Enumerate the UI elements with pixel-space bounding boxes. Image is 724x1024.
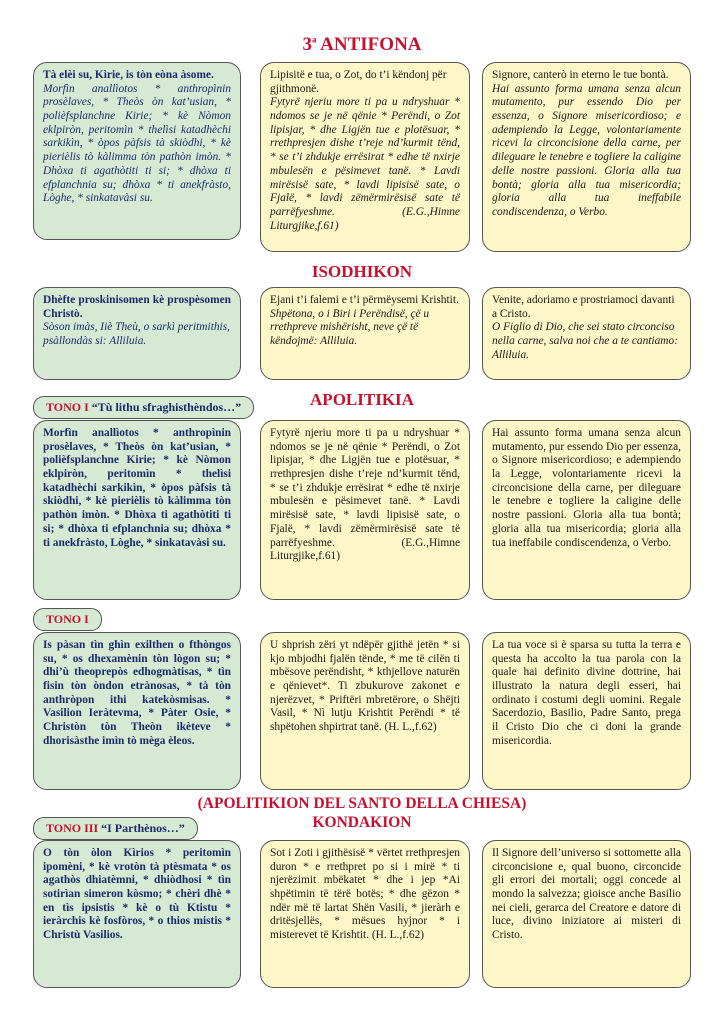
tag-label: TONO III	[46, 821, 99, 835]
isodhikon-italian-title: Venite, adoriamo e prostriamoci davanti a Cristo.	[492, 294, 675, 320]
antifona-albanian-box	[260, 62, 470, 252]
apolitikia-greek-box	[33, 420, 241, 600]
heading-antifona	[0, 34, 724, 56]
tag-quote: “Tù lithu sfraghisthèndos…”	[91, 400, 242, 414]
apolitikia-albanian-box	[260, 420, 470, 600]
antifona-word: ANTIFONA	[320, 34, 422, 55]
antifona-albanian-title: Lipisitë e tua, o Zot, do t’i këndonj për gjithmonë.	[270, 69, 447, 95]
heading-santo: (APOLITIKION DEL SANTO DELLA CHIESA)	[197, 795, 527, 812]
isodhikon-greek-box	[33, 287, 241, 380]
tag-tono-i	[33, 608, 102, 631]
antifona-sup: a	[311, 34, 317, 45]
kondakion-italian-text: Il Signore dell’universo si sottomette alla circoncisione e, qual buono, circoncide gli errori dei mortali; oggi concede al mondo la salvezza; gioisce anche Basilio nei cieli, gerarca del Creatore e datore di luce, divino iniziatore ai misteri di Cristo.	[492, 847, 681, 942]
apolitikia-greek-text: Morfìn anallìotos * anthropìnin prosèlaves, * Theòs òn kat’usian, * polièfsplanchne Kirie; * kè Nòmon eklpiròn, peritomìn * thelìsi katadhèchi sarkikìn, * òpos pàfsis tà skiòdhi, * kè pierièlis tò kàlimma tòn pathòn imòn. * Dhòxa ti agathòtiti ti si; * dhòxa ti efplanchnia su; dhòxa * ti anekfràsto, Lòghe, * sinkatavàsi su.	[43, 427, 231, 549]
isodhikon-albanian-body: Shpëtona, o i Biri i Perëndisë, çë u rrethpreve mishërisht, neve çë të këndojmë: Alliluia.	[270, 307, 430, 348]
kondakion-albanian-box	[260, 840, 470, 988]
apolitikia-italian-text: Hai assunto forma umana senza alcun mutamento, pur essendo Dio per essenza, o Signore misericordioso; e adempiendo la Legge, volontariamente ricevi la circoncisione della carne, per dileguare le tenebre e togliere la caligine delle nostre passioni. Gloria alla tua bontà; gloria alla tua misericordia; gloria alla tua ineffabile condiscendenza, o Verbo.	[492, 427, 681, 549]
antifona-albanian-body: Fytyrë njeriu more ti pa u ndryshuar * ndomos se je në qënie * Perëndi, o Zot lipisjar, * dhe Ligjën tue e plotësuar, * rrethpresjen dishe t’reje nd’kurmit tënd, * se t’i zhdukje errësirat * edhe të nxirje mbulesën e pësimevet tanë. * Lavdi mirësisë sate, * lavdi lipisisë sate, o Fjalë, * lavdi zëmërmirësisë sate të parrëfyeshme. (E.G.,Himne Liturgjike,f.61)	[270, 96, 460, 232]
tono1-italian-box	[482, 632, 691, 790]
tag-label: TONO I	[46, 400, 89, 414]
kondakion-albanian-text: Sot i Zoti i gjithësisë * vërtet rrethpresjen duron * e rrethpret po si i mirë * ti njerëzimit mbëkatet * dhe i jep *Ai shpëtimin të tërë botës; * dhe gëzon * ndër më të lartat Shën Vasili, * jieràrh e dritësjellës, * mësues hyjnor * i misterevet të Krishtit. (H. L.,f.62)	[270, 847, 460, 942]
isodhikon-greek-body: Sòson imàs, Iiè Theù, o sarkì peritmithis, psàllondàs si: Alliluia.	[43, 321, 230, 348]
tono1-italian-text: La tua voce si è sparsa su tutta la terra e questa ha accolto la tua parola con la quale hai definito divine dottrine, hai illustrato la natura degli esseri, hai ordinato i costumi degli uomini. Regale Sacerdozio, Basilio, Padre Santo, prega il Cristo Dio che ci doni la grande misericordia.	[492, 639, 681, 747]
heading-apolitikia: APOLITIKIA	[310, 390, 414, 409]
antifona-italian-body: Hai assunto forma umana senza alcun mutamento, pur essendo Dio per essenza, o Signore misericordioso; e adempiendo la Legge, volontariamente ricevi la circoncisione della carne, per dileguare le tenebre e togliere la caligine delle nostre passioni. Gloria alla tua bontà; gloria alla tua misericordia; gloria alla tua ineffabile condiscendenza, o Verbo.	[492, 82, 681, 218]
tono1-greek-text: Is pàsan tìn ghìn exilthen o fthòngos su, * os dhexamènin tòn lògon su; * dhi’ù theoprepòs edhogmàtisas, * tìn fisin tòn òndon etrànosas, * tà tòn anthròpon ithi katekòsmisas. * Vasilion Ieràtevma, * Pàter Osie, * Christòn tòn Theòn ikèteve * dhorisàsthe imìn tò mèga èleos.	[43, 639, 231, 747]
tag-label: TONO I	[46, 612, 89, 626]
heading-isodhikon: ISODHIKON	[311, 262, 413, 281]
tono1-greek-box	[33, 632, 241, 790]
antifona-italian-box	[482, 62, 691, 252]
heading-kondakion: KONDAKION	[312, 814, 412, 831]
isodhikon-italian-body: O Figlio di Dio, che sei stato circonciso nella carne, salva noi che a te cantiamo: Alliluia.	[492, 321, 678, 361]
apolitikia-albanian-text: Fytyrë njeriu more ti pa u ndryshuar * ndomos se je në qënie * Perëndi, o Zot lipisjar, * dhe Ligjën tue e plotësuar, * rrethpresjen dishe t’reje nd’kurmit tënd, * se t’i zhdukje errësirat * edhe të nxirje mbulesën e pësimevet tanë. * Lavdi mirësisë sate, * lavdi lipisisë sate, o Fjalë, * lavdi zëmërmirësisë sate të parrëfyeshme. (E.G.,Himne Liturgjike,f.61)	[270, 427, 460, 563]
antifona-greek-title: Tà elèi su, Kìrie, is tòn eòna àsome.	[43, 69, 214, 81]
antifona-greek-box	[33, 62, 241, 240]
kondakion-greek-box	[33, 840, 241, 988]
tag-quote: “I Parthènos…”	[101, 821, 185, 835]
antifona-greek-body: Morfìn anallìotos * anthropìnin prosèlaves, * Theòs òn kat’usian, * polièfsplanchne Kirie; * kè Nòmon eklpiròn, peritomìn * thelìsi katadhèchi sarkikìn, * òpos pàfsis tà skiòdhi, * kè pierièlis tò kàlimma tòn pathòn imòn. * Dhòxa ti agathòtiti ti si; * dhòxa ti efplanchnia su; dhòxa * ti anekfràsto, Lòghe, * sinkatavàsi su.	[43, 82, 231, 205]
isodhikon-albanian-title: Ejani t’i falemi e t’i përmëysemi Krishtit.	[270, 294, 459, 306]
antifona-italian-title: Signore, canterò in eterno le tue bontà.	[492, 69, 669, 81]
tono1-albanian-text: U shprish zëri yt ndëpër gjithë jetën * si kjo mbjodhi fjalën tënde, * me të cilën ti mbësove perëndisht, * kthjellove naturën e qënievet*. Ti zbukurove zakonet e njerëzvet, * Priftëri mbretërore, o Shëjti Vasil, * Nì lutju Krishtit Perëndi * të shpëtohen shpirtrat tanë. (H. L.,f.62)	[270, 639, 460, 734]
tag-tono-iii	[33, 817, 198, 840]
isodhikon-albanian-box	[260, 287, 470, 380]
isodhikon-italian-box	[482, 287, 691, 380]
tono1-albanian-box	[260, 632, 470, 790]
kondakion-italian-box	[482, 840, 691, 988]
apolitikia-italian-box	[482, 420, 691, 600]
antifona-number: 3	[302, 34, 312, 55]
isodhikon-greek-title: Dhèfte proskinisomen kè prospèsomen Christò.	[43, 294, 231, 320]
kondakion-greek-text: O tòn òlon Kìrios * peritomìn ipomèni, * kè vrotòn tà ptèsmata * os agathòs dhiatèmni, * dhiòdhosi * tìn sotirìan simeron kòsmo; * chèri dhè * en tìs ipsistis * kè o tù Ktistu * ieràrchis kè fosfòros, * o thios mistis * Christù Vasilios.	[43, 847, 231, 942]
